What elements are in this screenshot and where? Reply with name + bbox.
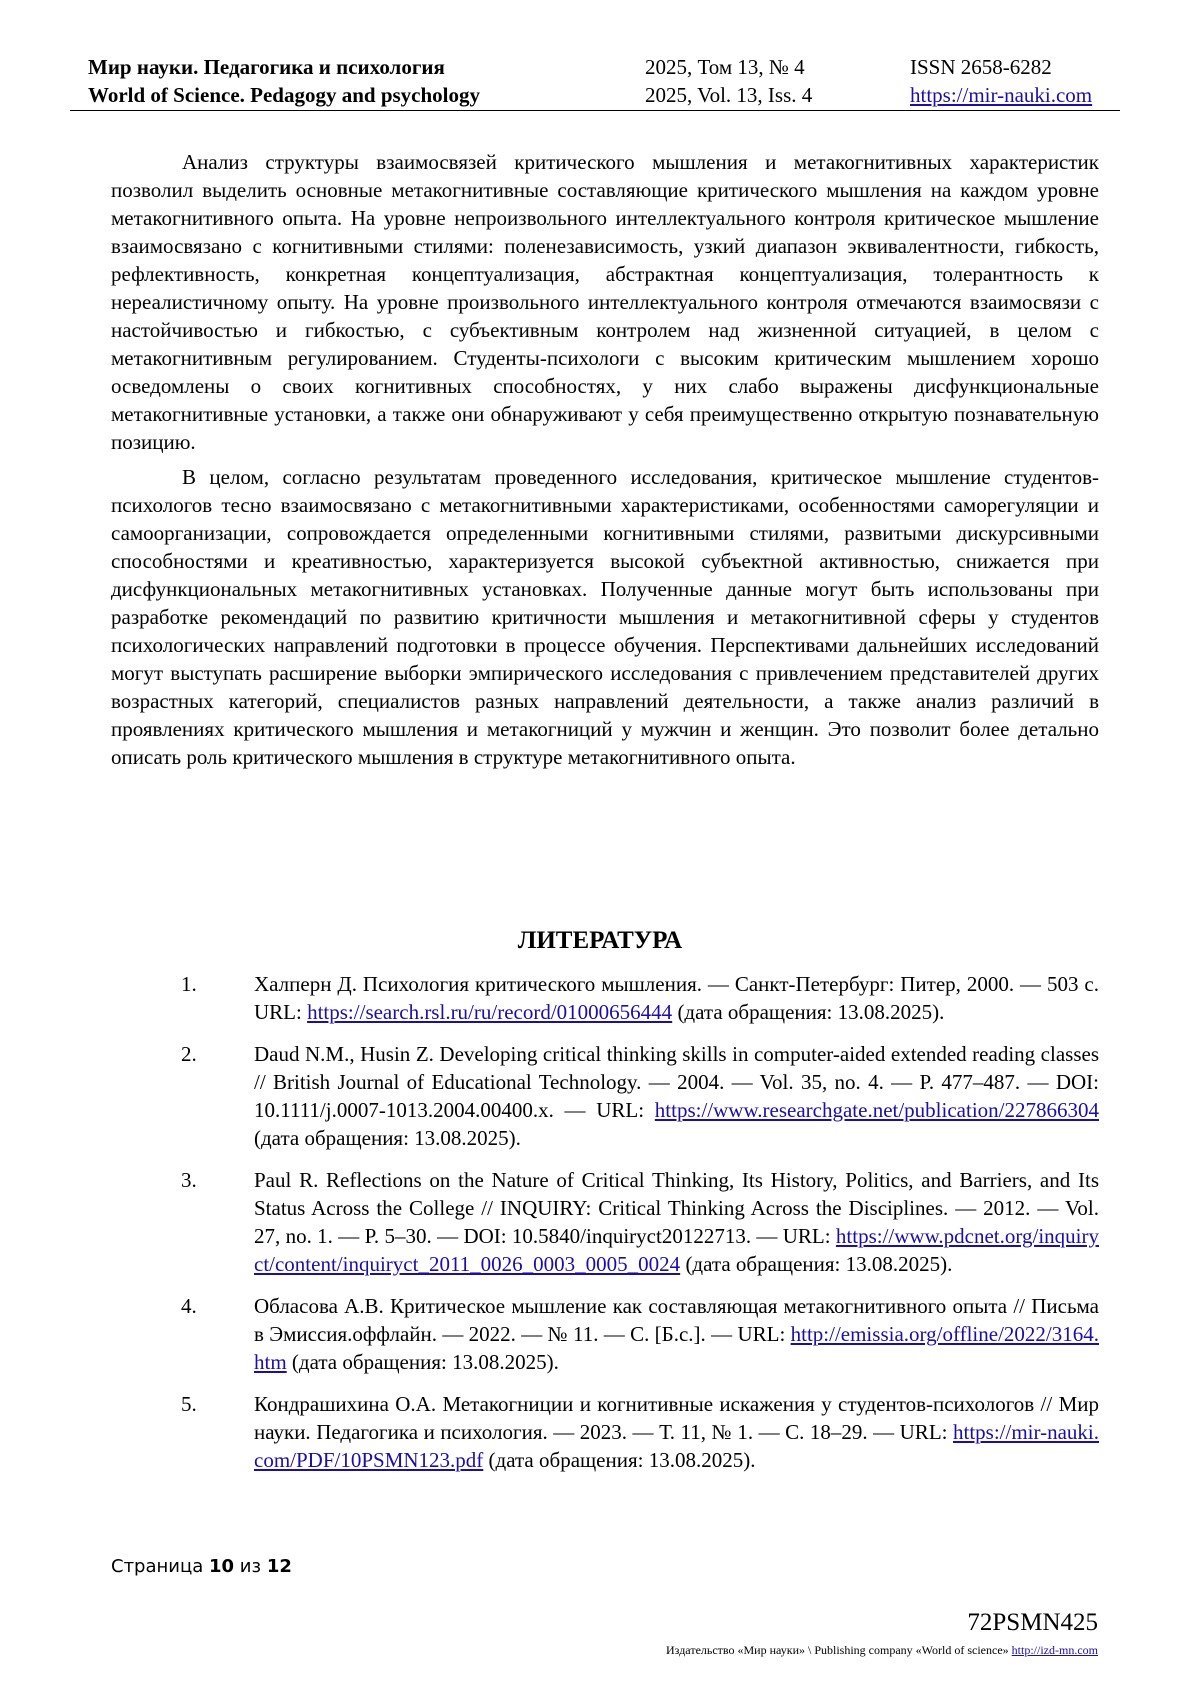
publisher-text: Издательство «Мир науки» \ Publishing company «World of science» [666,1643,1009,1657]
page-current: 10 [209,1556,235,1577]
reference-link[interactable]: http://emissia.org/offline/2022/3164.htm [254,1322,1099,1374]
reference-link[interactable]: https://www.pdcnet.org/inquiryct/content/inquiryct_2011_0026_0003_0005_0024 [254,1224,1099,1276]
reference-access-date: (дата обращения: 13.08.2025). [680,1252,953,1276]
references-heading: ЛИТЕРАТУРА [517,927,683,954]
journal-header [70,50,1120,111]
reference-access-date: (дата обращения: 13.08.2025). [483,1448,756,1472]
page-number [111,1555,292,1579]
page-total: 12 [266,1556,292,1577]
reference-text: Paul R. Reflections on the Nature of Critical Thinking, Its History, Politics, and Barriers, and Its Status Across the College // INQUIRY: Critical Thinking Across the Disciplines. — 2012. — Vol. 27, no. 1. — P. 5–30. — DOI: 10.5840/inquiryct20122713. — URL: [254,1168,1099,1248]
issue-en: 2025, Vol. 13, Iss. 4 [645,83,813,107]
reference-access-date: (дата обращения: 13.08.2025). [286,1350,559,1374]
reference-number: 3. [181,1168,197,1192]
article-code: 72PSMN425 [967,1609,1098,1636]
reference-item [111,1292,1099,1376]
journal-title-en: World of Science. Pedagogy and psychology [88,83,481,107]
publisher-link[interactable]: http://izd-mn.com [1011,1643,1098,1657]
reference-link[interactable]: https://www.researchgate.net/publication/227866304 [654,1098,1099,1122]
page-label: Страница [111,1556,204,1577]
body-paragraph: Анализ структуры взаимосвязей критического мышления и метакогнитивных характеристик позволил выделить основные метакогнитивные составляющие критического мышления на каждом уровне метакогнитивного опыта. На уровне непроизвольного интеллектуального контроля критическое мышление взаимосвязано с когнитивными стилями: поленезависимость, узкий диапазон эквивалентности, гибкость, рефлективность, конкретная концептуализация, абстрактная концептуализация, толерантность к нереалистичному опыту. На уровне произвольного интеллектуального контроля отмечаются взаимосвязи с настойчивостью и гибкостью, с субъективным контролем над жизненной ситуацией, в целом с метакогнитивным регулированием. Студенты-психологи с высоким критическим мышлением хорошо осведомлены о своих когнитивных способностях, у них слабо выражены дисфункциональные метакогнитивные установки, а также они обнаруживают у себя преимущественно открытую познавательную позицию. [111,150,1099,454]
reference-number: 4. [181,1294,197,1318]
reference-access-date: (дата обращения: 13.08.2025). [672,1000,945,1024]
reference-number: 5. [181,1392,197,1416]
references-list [111,970,1099,1488]
reference-access-date: (дата обращения: 13.08.2025). [254,1126,521,1150]
journal-site-link[interactable]: https://mir-nauki.com [910,83,1093,107]
journal-title-ru: Мир науки. Педагогика и психология [88,55,445,79]
reference-link[interactable]: https://mir-nauki.com/PDF/10PSMN123.pdf [254,1420,1099,1472]
reference-text: Обласова А.В. Критическое мышление как составляющая метакогнитивного опыта // Письма в Эмиссия.оффлайн. — 2022. — № 11. — С. [Б.с.]. — URL: [254,1294,1099,1346]
issn: ISSN 2658-6282 [910,55,1052,79]
reference-text: Daud N.M., Husin Z. Developing critical thinking skills in computer-aided extended reading classes // British Journal of Educational Technology. — 2004. — Vol. 35, no. 4. — P. 477–487. — DOI: 10.1111/j.0007-1013.2004.00400.x. — URL: [254,1042,1099,1122]
reference-text: Халперн Д. Психология критического мышления. — Санкт-Петербург: Питер, 2000. — 503 с. URL: [254,972,1099,1024]
reference-text: Кондрашихина О.А. Метакогниции и когнитивные искажения у студентов-психологов // Мир науки. Педагогика и психология. — 2023. — Т. 11, № 1. — С. 18–29. — URL: [254,1392,1099,1444]
reference-link[interactable]: https://search.rsl.ru/ru/record/01000656444 [307,1000,673,1024]
journal-site-cell [910,81,1092,109]
reference-item [111,970,1099,1026]
publisher-line [666,1642,1098,1658]
article-body [111,148,1099,778]
reference-number: 2. [181,1042,197,1066]
reference-item [111,1040,1099,1152]
issue-ru: 2025, Том 13, № 4 [645,55,805,79]
reference-number: 1. [181,972,197,996]
body-paragraph: В целом, согласно результатам проведенного исследования, критическое мышление студентов-психологов тесно взаимосвязано с метакогнитивными характеристиками, особенностями саморегуляции и самоорганизации, сопровождается определенными когнитивными стилями, развитыми дискурсивными способностями и креативностью, характеризуется высокой субъектной активностью, снижается при дисфункциональных метакогнитивных установках. Полученные данные могут быть использованы при разработке рекомендаций по развитию критичности мышления и метакогнитивной сферы у студентов психологических направлений подготовки в процессе обучения. Перспективами дальнейших исследований могут выступать расширение выборки эмпирического исследования с привлечением представителей других возрастных категорий, специалистов разных направлений деятельности, а также анализ различий в проявлениях критического мышления и метакогниций у мужчин и женщин. Это позволит более детально описать роль критического мышления в структуре метакогнитивного опыта. [111,465,1099,769]
reference-item [111,1390,1099,1474]
page-of: из [239,1556,262,1577]
reference-item [111,1166,1099,1278]
